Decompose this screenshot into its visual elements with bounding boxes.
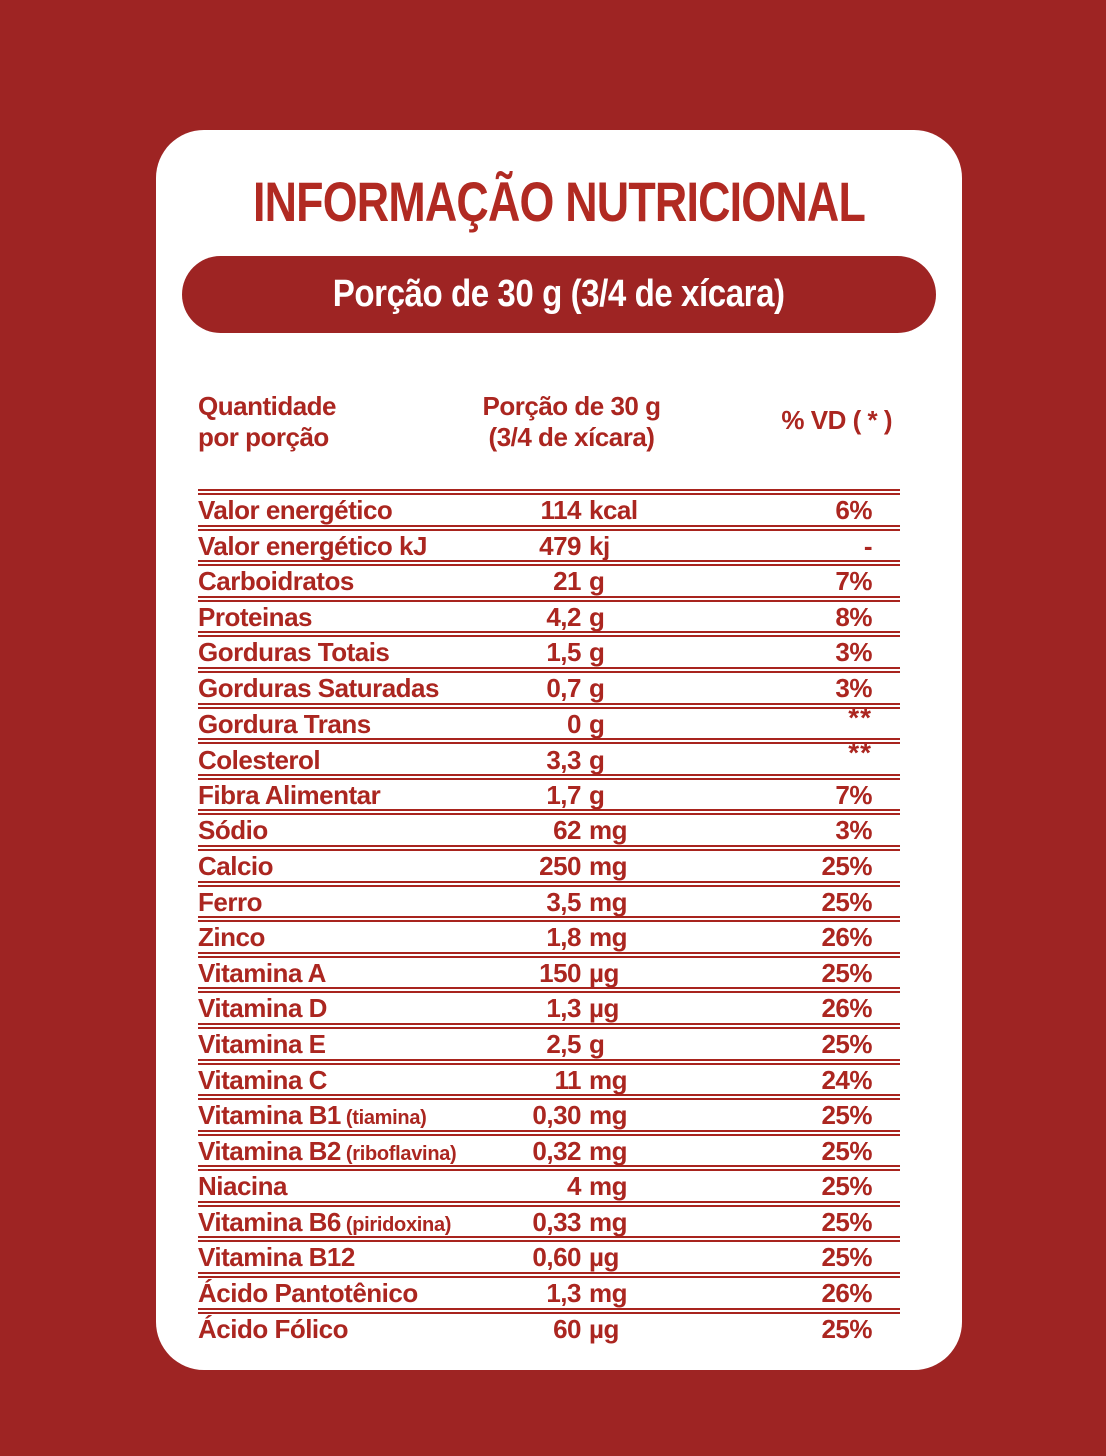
nutrient-unit: µg: [589, 1313, 619, 1344]
table-row: [198, 1207, 900, 1237]
nutrient-amount: 0,30: [532, 1100, 581, 1131]
nutrient-unit: g: [589, 779, 605, 810]
nutrient-daily-value: 25%: [821, 1135, 872, 1166]
nutrient-unit: g: [589, 744, 605, 775]
nutrient-unit: mg: [589, 1206, 627, 1237]
nutrient-name: Valor energético: [198, 495, 393, 525]
nutrient-amount: 150: [539, 957, 581, 988]
nutrient-amount-cell: [448, 851, 750, 882]
nutrient-unit: mg: [589, 1135, 627, 1166]
nutrient-amount: 4,2: [546, 601, 581, 632]
nutrient-name: Vitamina C: [198, 1064, 327, 1095]
nutrient-name: Vitamina E: [198, 1028, 326, 1059]
nutrient-amount-cell: [448, 745, 750, 776]
nutrient-unit: mg: [589, 1100, 627, 1131]
table-row: [198, 1136, 900, 1166]
table-header-row: [198, 391, 900, 463]
nutrient-unit: mg: [589, 922, 627, 953]
nutrient-amount: 0,33: [532, 1206, 581, 1237]
nutrient-amount-cell: [448, 958, 750, 989]
nutrient-daily-value: 3%: [835, 637, 872, 668]
nutrient-name: Calcio: [198, 850, 274, 881]
nutrient-amount-cell: [448, 1278, 750, 1309]
table-row: [198, 1278, 900, 1308]
nutrient-daily-value: 25%: [821, 1100, 872, 1131]
nutrient-amount-cell: [448, 1029, 750, 1060]
serving-size-label: Porção de 30 g (3/4 de xícara): [333, 273, 785, 315]
page-title: INFORMAÇÃO NUTRICIONAL: [252, 170, 866, 233]
nutrient-label-cell: [198, 1100, 448, 1131]
nutrient-unit: mg: [589, 1278, 627, 1309]
nutrient-daily-value: 25%: [821, 1171, 872, 1202]
table-row: [198, 780, 900, 810]
table-row: [198, 815, 900, 845]
nutrient-label-cell: [198, 780, 448, 811]
nutrient-daily-value: 26%: [821, 1278, 872, 1309]
nutrient-daily-value: **: [848, 701, 872, 733]
nutrient-label-cell: [198, 1029, 448, 1060]
nutrient-unit: mg: [589, 815, 627, 846]
table-row: [198, 887, 900, 917]
nutrient-label-cell: [198, 673, 448, 704]
nutrient-daily-value: 26%: [821, 922, 872, 953]
nutrient-label-cell: [198, 709, 448, 740]
nutrient-daily-value: **: [848, 737, 872, 769]
nutrient-amount: 3,5: [546, 886, 581, 917]
nutrient-unit: µg: [589, 993, 619, 1024]
nutrient-name: Niacina: [198, 1171, 287, 1202]
nutrient-amount-cell: [448, 566, 750, 597]
nutrient-unit: kcal: [589, 495, 638, 525]
nutrient-unit: mg: [589, 1064, 627, 1095]
nutrient-amount-cell: [448, 673, 750, 704]
table-row: [198, 637, 900, 667]
nutrient-amount: 114: [540, 495, 581, 525]
nutrient-label-cell: [198, 993, 448, 1024]
nutrient-daily-value: 25%: [821, 886, 872, 917]
nutrient-name: Vitamina D: [198, 993, 327, 1024]
nutrient-label-cell: [198, 1135, 457, 1167]
nutrient-amount: 0,60: [532, 1242, 581, 1273]
nutrient-amount-cell: [448, 602, 750, 633]
nutrient-amount: 21: [553, 566, 581, 597]
nutrient-amount-cell: [448, 531, 750, 562]
nutrient-amount-cell: [448, 922, 750, 953]
nutrient-name: Sódio: [198, 815, 268, 846]
nutrient-unit: mg: [589, 886, 627, 917]
table-row: [198, 993, 900, 1023]
nutrient-amount-cell: [448, 1207, 750, 1238]
serving-size-pill: [182, 256, 936, 333]
nutrient-amount-cell: [448, 780, 750, 811]
nutrient-unit: g: [589, 1028, 605, 1059]
nutrient-label-cell: [198, 602, 448, 633]
nutrient-name: Fibra Alimentar: [198, 779, 381, 810]
nutrient-label-cell: [198, 566, 448, 597]
table-row: [198, 851, 900, 881]
nutrient-label-cell: [198, 745, 448, 776]
nutrient-unit: kj: [589, 530, 610, 561]
table-row: [198, 673, 900, 703]
nutrient-unit: g: [589, 637, 605, 668]
nutrient-label-cell: [198, 1278, 448, 1309]
nutrient-note: (piridoxina): [345, 1213, 452, 1236]
nutrient-amount: 1,3: [546, 1278, 581, 1309]
nutrient-daily-value: 26%: [821, 993, 872, 1024]
nutrient-amount: 0: [567, 709, 581, 740]
nutrient-name: Vitamina A: [198, 957, 326, 988]
nutrient-note: (riboflavina): [345, 1142, 457, 1165]
table-row: [198, 922, 900, 952]
column-header-daily-value: % VD ( * ): [781, 405, 892, 435]
nutrient-name: Vitamina B6: [198, 1206, 341, 1237]
nutrient-amount: 1,7: [546, 779, 581, 810]
nutrient-amount: 4: [567, 1171, 581, 1202]
nutrient-label-cell: [198, 815, 448, 846]
nutrient-name: Vitamina B2: [198, 1135, 341, 1166]
nutrient-unit: mg: [589, 850, 627, 881]
nutrient-amount: 479: [539, 530, 581, 561]
nutrient-unit: g: [589, 566, 605, 597]
nutrient-amount: 250: [539, 850, 581, 881]
nutrient-label-cell: [198, 1206, 452, 1238]
nutrient-name: Colesterol: [198, 744, 321, 775]
nutrient-daily-value: 25%: [821, 850, 872, 881]
nutrient-name: Ácido Pantotênico: [198, 1278, 418, 1309]
nutrient-daily-value: 25%: [821, 1028, 872, 1059]
table-row: [198, 495, 900, 525]
nutrient-unit: µg: [589, 957, 619, 988]
table-row: [198, 1065, 900, 1095]
nutrient-amount: 0,32: [532, 1135, 581, 1166]
nutrient-name: Carboidratos: [198, 566, 354, 597]
nutrient-unit: g: [589, 601, 605, 632]
nutrient-daily-value: 6%: [835, 495, 872, 525]
nutrient-amount-cell: [448, 709, 750, 740]
nutrient-label-cell: [198, 531, 448, 562]
nutrient-daily-value: 3%: [835, 672, 872, 703]
nutrient-amount-cell: [448, 1136, 750, 1167]
nutrient-daily-value: 25%: [821, 1242, 872, 1273]
nutrient-label-cell: [198, 1242, 448, 1273]
nutrient-amount-cell: [448, 1100, 750, 1131]
nutrient-name: Gorduras Saturadas: [198, 672, 439, 703]
nutrient-name: Ferro: [198, 886, 262, 917]
nutrient-amount: 1,8: [546, 922, 581, 953]
nutrient-amount-cell: [448, 887, 750, 918]
nutrient-label-cell: [198, 1065, 448, 1096]
table-row: [198, 1171, 900, 1201]
table-row: [198, 958, 900, 988]
nutrient-daily-value: 25%: [821, 957, 872, 988]
nutrient-label-cell: [198, 495, 448, 526]
nutrient-daily-value: -: [863, 530, 872, 561]
nutrient-name: Vitamina B1: [198, 1100, 341, 1131]
nutrient-amount: 62: [553, 815, 581, 846]
nutrient-daily-value: 25%: [821, 1206, 872, 1237]
nutrient-name: Vitamina B12: [198, 1242, 355, 1273]
table-body: [198, 495, 900, 1343]
nutrient-daily-value: 25%: [821, 1313, 872, 1344]
nutrient-amount-cell: [448, 1314, 750, 1345]
nutrient-amount: 60: [553, 1313, 581, 1344]
nutrient-amount-cell: [448, 637, 750, 668]
table-row: [198, 1242, 900, 1272]
nutrient-daily-value: 3%: [835, 815, 872, 846]
nutrient-name: Ácido Fólico: [198, 1313, 348, 1344]
table-row: [198, 737, 900, 775]
nutrient-amount-cell: [448, 815, 750, 846]
table-row: [198, 602, 900, 632]
table-row: [198, 1029, 900, 1059]
nutrient-name: Gorduras Totais: [198, 637, 390, 668]
nutrient-amount: 3,3: [546, 744, 581, 775]
nutrient-label-cell: [198, 887, 448, 918]
nutrient-amount: 0,7: [546, 672, 581, 703]
nutrient-amount-cell: [448, 1065, 750, 1096]
nutrient-name: Proteinas: [198, 601, 312, 632]
nutrient-daily-value: 24%: [821, 1064, 872, 1095]
nutrient-amount: 1,5: [546, 637, 581, 668]
nutrient-label-cell: [198, 637, 448, 668]
nutrient-daily-value: 7%: [835, 566, 872, 597]
column-header-serving: Porção de 30 g (3/4 de xícara): [482, 391, 661, 452]
nutrient-label-cell: [198, 1314, 448, 1345]
table-row: [198, 701, 900, 740]
nutrient-name: Valor energético kJ: [198, 530, 427, 561]
nutrient-amount-cell: [448, 993, 750, 1024]
table-row: [198, 566, 900, 596]
nutrient-unit: mg: [589, 1171, 627, 1202]
nutrient-amount-cell: [448, 1242, 750, 1273]
table-row: [198, 1314, 900, 1344]
nutrient-label-cell: [198, 958, 448, 989]
nutrient-daily-value: 7%: [835, 779, 872, 810]
nutrient-amount: 1,3: [546, 993, 581, 1024]
nutrient-name: Zinco: [198, 922, 265, 953]
nutrient-unit: g: [589, 672, 605, 703]
nutrient-name: Gordura Trans: [198, 709, 371, 740]
nutrient-label-cell: [198, 851, 448, 882]
nutrient-amount: 11: [554, 1064, 581, 1095]
table-row: [198, 1100, 900, 1130]
table-row: [198, 531, 900, 561]
nutrition-table: [198, 391, 900, 1343]
nutrient-unit: µg: [589, 1242, 619, 1273]
nutrient-label-cell: [198, 1171, 448, 1202]
nutrient-amount: 2,5: [546, 1028, 581, 1059]
column-header-quantity: Quantidade por porção: [198, 391, 337, 452]
nutrition-facts-card: [156, 130, 962, 1370]
nutrient-amount-cell: [448, 1171, 750, 1202]
nutrient-note: (tiamina): [345, 1107, 427, 1130]
nutrient-label-cell: [198, 922, 448, 953]
nutrient-unit: g: [589, 709, 605, 740]
nutrient-amount-cell: [448, 495, 750, 526]
nutrient-daily-value: 8%: [835, 601, 872, 632]
